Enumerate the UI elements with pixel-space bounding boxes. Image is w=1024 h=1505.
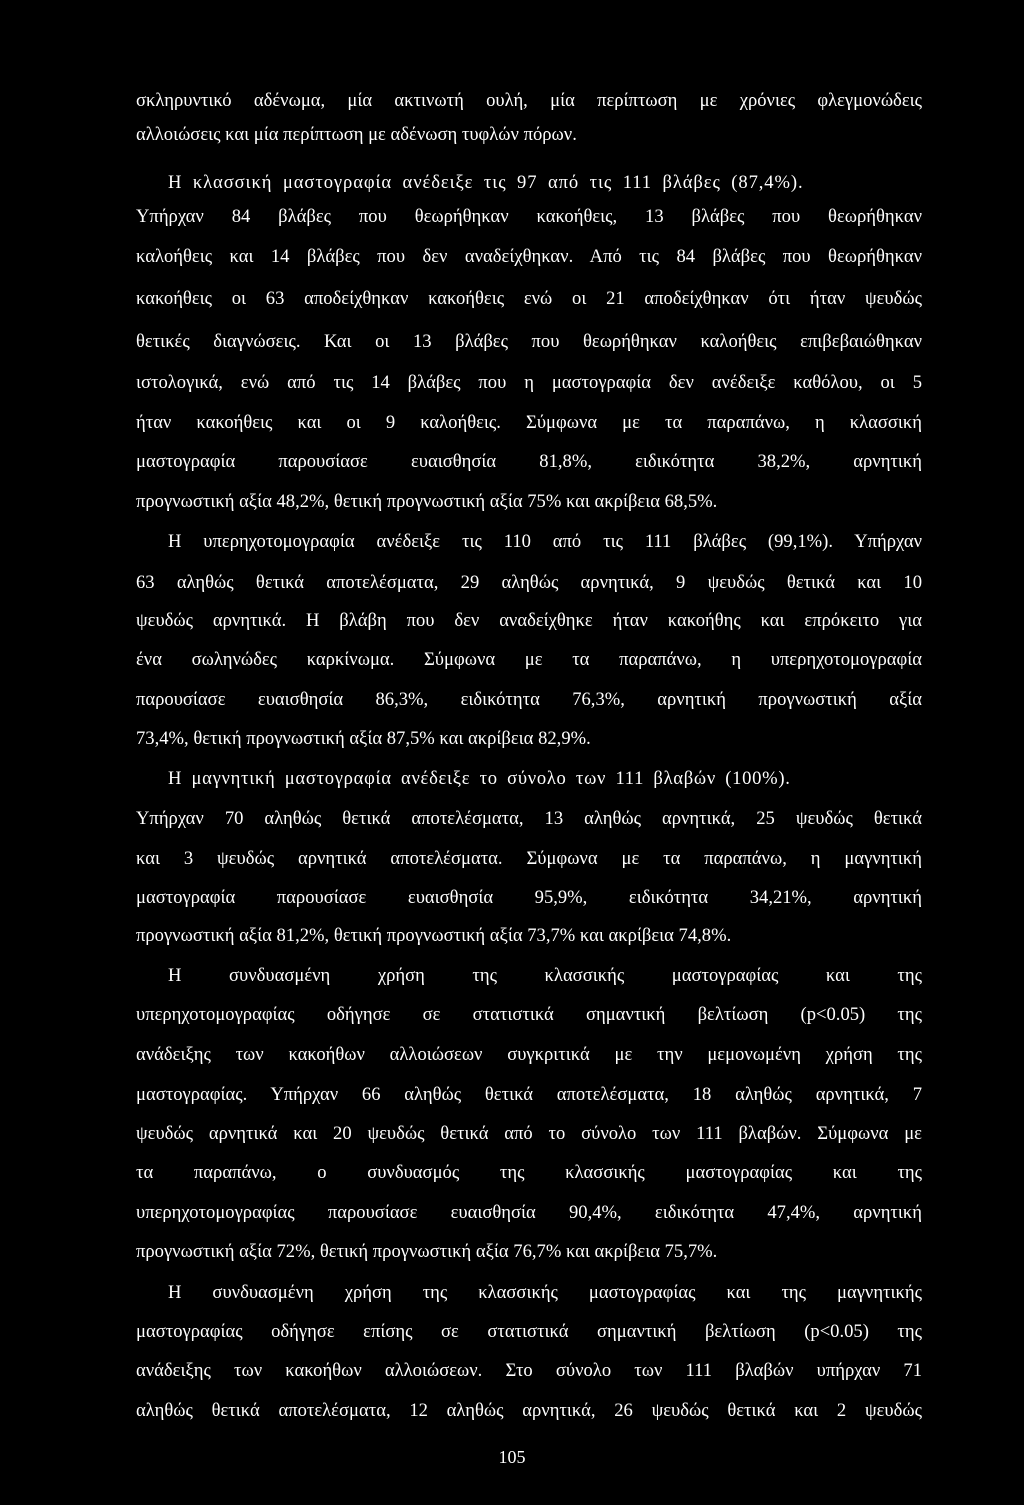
text-line: προγνωστική αξία 81,2%, θετική προγνωστική αξία 73,7% και ακρίβεια 74,8%.	[136, 925, 732, 946]
text-line: ψευδώς αρνητικά και 20 ψευδώς θετικά από το σύνολο των 111 βλαβών. Σύμφωνα με	[136, 1123, 922, 1144]
text-line: ανάδειξης των κακοήθων αλλοιώσεων συγκριτικά με την μεμονωμένη χρήση της	[136, 1044, 922, 1065]
text-line: υπερηχοτομογραφίας παρουσίασε ευαισθησία 90,4%, ειδικότητα 47,4%, αρνητική	[136, 1202, 922, 1223]
text-line: αλλοιώσεις και μία περίπτωση με αδένωση τυφλών πόρων.	[136, 124, 577, 145]
text-line: ένα σωληνώδες καρκίνωμα. Σύμφωνα με τα παραπάνω, η υπερηχοτομογραφία	[136, 649, 922, 670]
text-line: υπερηχοτομογραφίας οδήγησε σε στατιστικά σημαντική βελτίωση (p<0.05) της	[136, 1004, 922, 1025]
text-line: ήταν κακοήθεις και οι 9 καλοήθεις. Σύμφωνα με τα παραπάνω, η κλασσική	[136, 412, 922, 433]
text-line: 63 αληθώς θετικά αποτελέσματα, 29 αληθώς αρνητικά, 9 ψευδώς θετικά και 10	[136, 572, 922, 593]
text-line: μαστογραφίας οδήγησε επίσης σε στατιστικά σημαντική βελτίωση (p<0.05) της	[136, 1321, 922, 1342]
text-line: παρουσίασε ευαισθησία 86,3%, ειδικότητα 76,3%, αρνητική προγνωστική αξία	[136, 689, 922, 710]
text-line: καλοήθεις και 14 βλάβες που δεν αναδείχθηκαν. Από τις 84 βλάβες που θεωρήθηκαν	[136, 246, 922, 267]
text-line: μαστογραφία παρουσίασε ευαισθησία 95,9%, ειδικότητα 34,21%, αρνητική	[136, 887, 922, 908]
text-line: ανάδειξης των κακοήθων αλλοιώσεων. Στο σύνολο των 111 βλαβών υπήρχαν 71	[136, 1360, 922, 1381]
text-line: Η μαγνητική μαστογραφία ανέδειξε το σύνολο των 111 βλαβών (100%).	[168, 768, 791, 789]
text-line: Η υπερηχοτομογραφία ανέδειξε τις 110 από τις 111 βλάβες (99,1%). Υπήρχαν	[168, 531, 922, 552]
text-line: Η συνδυασμένη χρήση της κλασσικής μαστογραφίας και της μαγνητικής	[168, 1282, 922, 1303]
text-line: μαστογραφία παρουσίασε ευαισθησία 81,8%, ειδικότητα 38,2%, αρνητική	[136, 451, 922, 472]
text-line: Η συνδυασμένη χρήση της κλασσικής μαστογραφίας και της	[168, 965, 922, 986]
text-line: μαστογραφίας. Υπήρχαν 66 αληθώς θετικά αποτελέσματα, 18 αληθώς αρνητικά, 7	[136, 1084, 922, 1105]
text-line: ψευδώς αρνητικά. Η βλάβη που δεν αναδείχθηκε ήταν κακοήθης και επρόκειτο για	[136, 610, 922, 631]
text-line: Υπήρχαν 84 βλάβες που θεωρήθηκαν κακοήθεις, 13 βλάβες που θεωρήθηκαν	[136, 206, 922, 227]
text-line: αληθώς θετικά αποτελέσματα, 12 αληθώς αρνητικά, 26 ψευδώς θετικά και 2 ψευδώς	[136, 1400, 922, 1421]
page-number: 105	[498, 1447, 526, 1467]
text-line: Υπήρχαν 70 αληθώς θετικά αποτελέσματα, 13 αληθώς αρνητικά, 25 ψευδώς θετικά	[136, 808, 922, 829]
text-line: προγνωστική αξία 72%, θετική προγνωστική αξία 76,7% και ακρίβεια 75,7%.	[136, 1241, 718, 1262]
text-line: 73,4%, θετική προγνωστική αξία 87,5% και ακρίβεια 82,9%.	[136, 728, 591, 749]
text-line: κακοήθεις οι 63 αποδείχθηκαν κακοήθεις ενώ οι 21 αποδείχθηκαν ότι ήταν ψευδώς	[136, 288, 922, 309]
text-line: θετικές διαγνώσεις. Και οι 13 βλάβες που θεωρήθηκαν καλοήθεις επιβεβαιώθηκαν	[136, 331, 922, 352]
text-line: προγνωστική αξία 48,2%, θετική προγνωστική αξία 75% και ακρίβεια 68,5%.	[136, 491, 718, 512]
text-line: Η κλασσική μαστογραφία ανέδειξε τις 97 από τις 111 βλάβες (87,4%).	[168, 172, 804, 193]
text-line: σκληρυντικό αδένωμα, μία ακτινωτή ουλή, μία περίπτωση με χρόνιες φλεγμονώδεις	[136, 90, 922, 111]
text-line: ιστολογικά, ενώ από τις 14 βλάβες που η μαστογραφία δεν ανέδειξε καθόλου, οι 5	[136, 372, 922, 393]
text-line: τα παραπάνω, ο συνδυασμός της κλασσικής μαστογραφίας και της	[136, 1162, 922, 1183]
text-line: και 3 ψευδώς αρνητικά αποτελέσματα. Σύμφωνα με τα παραπάνω, η μαγνητική	[136, 848, 922, 869]
